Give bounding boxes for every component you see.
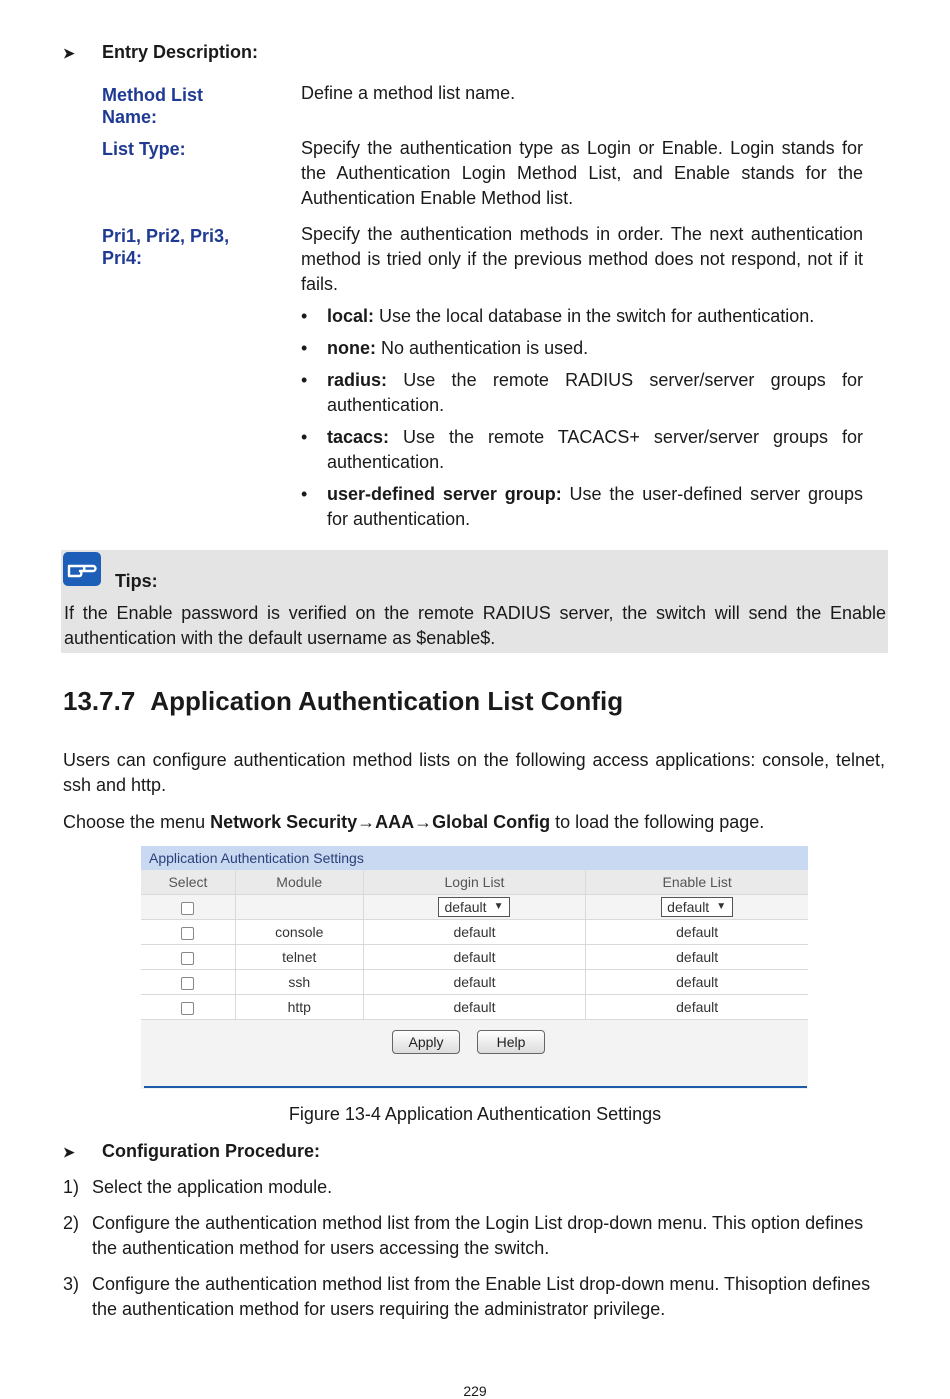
caret-down-icon: ▼ (493, 901, 504, 912)
table-row (141, 920, 808, 945)
login-list-cell: default (363, 920, 586, 945)
bullet-text: Use the local database in the switch for authentication. (374, 306, 815, 326)
col-header-module: Module (235, 870, 363, 895)
bullet-label: radius: (327, 370, 388, 390)
apply-button[interactable]: Apply (392, 1030, 460, 1054)
bullet-text: Use the remote RADIUS server/server groups for authentication. (327, 370, 863, 415)
list-item (301, 304, 863, 329)
select-all-checkbox[interactable] (181, 902, 194, 915)
enable-list-cell: default (586, 995, 808, 1020)
section-intro: Users can configure authentication method lists on the following access applications: console, telnet, ssh and http. (63, 750, 885, 795)
term-list-type: List Type: (102, 139, 186, 159)
menu-path: Network Security→AAA→Global Config (210, 812, 551, 832)
pointing-hand-icon (63, 552, 101, 586)
bullet-text: Use the remote TACACS+ server/server groups for authentication. (327, 427, 863, 472)
tips-text: If the Enable password is verified on the remote RADIUS server, the switch will send the Enable authentication with the default username as $enable$. (64, 603, 886, 648)
col-header-select: Select (141, 870, 235, 895)
enable-list-cell (586, 895, 808, 920)
row-checkbox[interactable] (181, 952, 194, 965)
row-checkbox[interactable] (181, 977, 194, 990)
bulk-edit-row (141, 895, 808, 920)
desc-priorities: Specify the authentication methods in order. The next authentication method is tried only if the previous method does not respond, not if it fails. (301, 224, 863, 294)
bullet-label: none: (327, 338, 376, 358)
tips-title: Tips: (115, 571, 158, 591)
menu-instruction (63, 810, 764, 835)
row-checkbox[interactable] (181, 927, 194, 940)
menu-prefix: Choose the menu (63, 812, 211, 832)
step-number: 1) (63, 1177, 80, 1197)
module-cell: http (235, 995, 363, 1020)
section-title: Application Authentication List Config (150, 686, 624, 716)
bullet-text: Use the user-defined server groups for authentication. (327, 484, 863, 529)
table-row (141, 995, 808, 1020)
login-list-cell: default (363, 970, 586, 995)
select-cell (141, 995, 235, 1020)
login-list-cell (363, 895, 586, 920)
desc-list-type: Specify the authentication type as Login or Enable. Login stands for the Authentication Login Method List, and Enable stands for the Authentication Enable Method list. (301, 138, 863, 208)
procedure-heading: Configuration Procedure: (102, 1141, 321, 1161)
bullet-dot-icon: • (301, 484, 308, 504)
list-item (301, 368, 863, 418)
bullet-text: No authentication is used. (376, 338, 589, 358)
bullet-label: tacacs: (327, 427, 390, 447)
panel-title-bar (141, 846, 808, 870)
row-checkbox[interactable] (181, 1002, 194, 1015)
enable-list-cell: default (586, 945, 808, 970)
page-number: 229 (463, 1383, 487, 1399)
step-text: Select the application module. (92, 1177, 333, 1197)
select-cell (141, 945, 235, 970)
app-auth-settings-panel (141, 846, 808, 1089)
caret-down-icon: ▼ (716, 901, 727, 912)
bullet-label: user-defined server group: (327, 484, 562, 504)
step-text: Configure the authentication method list from the Enable List drop-down menu. Thisoption defines the authentication method for users requiring the administrator privilege. (92, 1274, 871, 1319)
module-cell: ssh (235, 970, 363, 995)
entry-heading: Entry Description: (102, 42, 259, 62)
bullet-dot-icon: • (301, 306, 308, 326)
desc-method-list-name: Define a method list name. (301, 83, 516, 103)
select-cell (141, 920, 235, 945)
enable-list-value: default (667, 899, 710, 915)
list-item (301, 336, 863, 361)
bullet-dot-icon: • (301, 427, 308, 447)
term-method-list-name: Method List Name: (102, 85, 203, 127)
bullet-arrow-icon: ➤ (63, 1144, 75, 1160)
tips-box (61, 550, 888, 653)
figure-bottom-rule (144, 1086, 807, 1088)
bullet-dot-icon: • (301, 370, 308, 390)
section-number: 13.7.7 (63, 686, 136, 716)
menu-suffix: to load the following page. (550, 812, 765, 832)
step-number: 3) (63, 1274, 80, 1294)
bullet-dot-icon: • (301, 338, 308, 358)
figure-caption: Figure 13-4 Application Authentication Settings (288, 1104, 662, 1124)
settings-table (141, 870, 808, 1020)
select-cell (141, 970, 235, 995)
term-priorities: Pri1, Pri2, Pri3, Pri4: (102, 226, 230, 268)
list-item (301, 425, 863, 475)
module-cell: console (235, 920, 363, 945)
enable-list-cell: default (586, 920, 808, 945)
module-cell: telnet (235, 945, 363, 970)
panel-title: Application Authentication Settings (149, 850, 364, 866)
help-button[interactable]: Help (477, 1030, 545, 1054)
module-cell (235, 895, 363, 920)
col-header-enable-list: Enable List (586, 870, 808, 895)
login-list-value: default (444, 899, 487, 915)
login-list-dropdown[interactable] (438, 897, 510, 917)
enable-list-dropdown[interactable] (661, 897, 733, 917)
login-list-cell: default (363, 945, 586, 970)
table-header-row (141, 870, 808, 895)
bullet-arrow-icon: ➤ (63, 45, 75, 61)
login-list-cell: default (363, 995, 586, 1020)
table-row (141, 970, 808, 995)
table-row (141, 945, 808, 970)
step-text: Configure the authentication method list from the Login List drop-down menu. This option defines the authentication method for users accessing the switch. (92, 1213, 864, 1258)
col-header-login-list: Login List (363, 870, 586, 895)
step-number: 2) (63, 1213, 80, 1233)
bullet-label: local: (327, 306, 375, 326)
select-cell (141, 895, 235, 920)
enable-list-cell: default (586, 970, 808, 995)
list-item (301, 482, 863, 532)
section-heading (63, 686, 623, 717)
